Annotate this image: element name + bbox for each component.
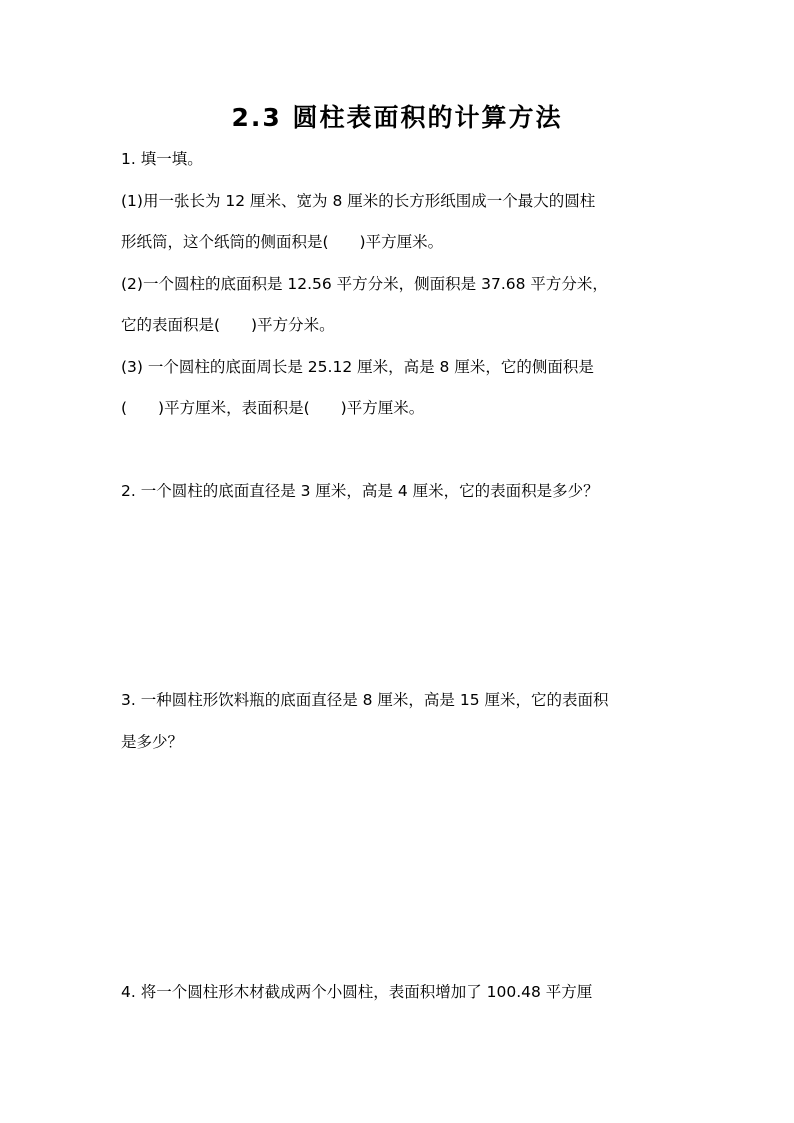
question-3-line-2: 是多少？ [121, 733, 184, 751]
question-1-part-1-line-1: (1)用一张长为 12 厘米、宽为 8 厘米的长方形纸围成一个最大的圆柱 [121, 192, 596, 210]
page-title: 2.3 圆柱表面积的计算方法 [231, 103, 563, 132]
question-1-part-2-line-1: (2)一个圆柱的底面积是 12.56 平方分米，侧面积是 37.68 平方分米， [121, 275, 608, 293]
question-4-line-1: 4. 将一个圆柱形木材截成两个小圆柱，表面积增加了 100.48 平方厘 [121, 983, 593, 1001]
question-1-heading: 1. 填一填。 [121, 150, 203, 168]
question-1-part-3-line-1: (3) 一个圆柱的底面周长是 25.12 厘米，高是 8 厘米，它的侧面积是 [121, 358, 594, 376]
question-1-part-1-line-2: 形纸筒，这个纸筒的侧面积是( )平方厘米。 [121, 233, 444, 251]
question-1-part-2-line-2: 它的表面积是( )平方分米。 [121, 316, 335, 334]
question-2-line-1: 2. 一个圆柱的底面直径是 3 厘米，高是 4 厘米，它的表面积是多少？ [121, 482, 599, 500]
question-3-line-1: 3. 一种圆柱形饮料瓶的底面直径是 8 厘米，高是 15 厘米，它的表面积 [121, 691, 609, 709]
question-1-part-3-line-2: ( )平方厘米，表面积是( )平方厘米。 [121, 399, 425, 417]
